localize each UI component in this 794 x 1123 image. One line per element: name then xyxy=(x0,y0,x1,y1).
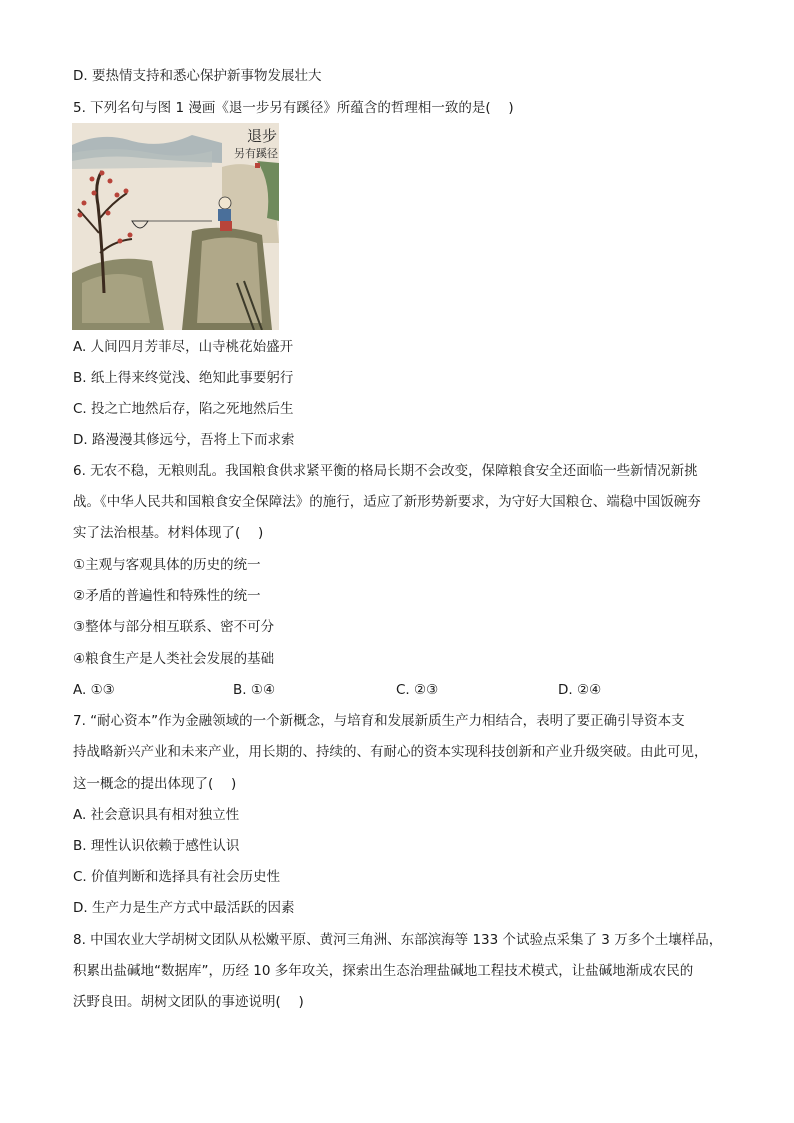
question-6-item-1: ①主观与客观具体的历史的统一 xyxy=(73,557,261,573)
question-5-option-a: A. 人间四月芳菲尽，山寺桃花始盛开 xyxy=(73,339,294,355)
question-7-line-3: 这一概念的提出体现了( ) xyxy=(73,776,237,792)
question-5-stem: 5. 下列名句与图 1 漫画《退一步另有蹊径》所蕴含的哲理相一致的是( ) xyxy=(73,100,514,116)
question-6-item-2: ②矛盾的普遍性和特殊性的统一 xyxy=(73,588,261,604)
seal-stamp-icon xyxy=(255,163,260,168)
question-6-line-1: 6. 无农不稳，无粮则乱。我国粮食供求紧平衡的格局长期不会改变，保障粮食安全还面临一些新情况新挑 xyxy=(73,463,698,479)
question-6-option-a: A. ①③ xyxy=(73,682,115,698)
question-8-line-2: 积累出盐碱地“数据库”，历经 10 多年攻关，探索出生态治理盐碱地工程技术模式，让盐碱地渐成农民的 xyxy=(73,963,694,979)
question-6-option-b: B. ①④ xyxy=(233,682,276,698)
question-6-line-2: 战。《中华人民共和国粮食安全保障法》的施行，适应了新形势新要求，为守好大国粮仓、端稳中国饭碗夯 xyxy=(73,494,701,510)
question-6-option-d: D. ②④ xyxy=(558,682,602,698)
question-7-option-a: A. 社会意识具有相对独立性 xyxy=(73,807,240,823)
question-7-line-2: 持战略新兴产业和未来产业，用长期的、持续的、有耐心的资本实现科技创新和产业升级突破。由此可见， xyxy=(73,744,708,760)
question-8-line-1: 8. 中国农业大学胡树文团队从松嫩平原、黄河三角洲、东部滨海等 133 个试验点采集了 3 万多个土壤样品， xyxy=(73,932,723,948)
question-5-option-d: D. 路漫漫其修远兮，吾将上下而求索 xyxy=(73,432,295,448)
question-6-item-3: ③整体与部分相互联系、密不可分 xyxy=(73,619,275,635)
question-6-line-3: 实了法治根基。材料体现了( ) xyxy=(73,525,264,541)
question-7-option-c: C. 价值判断和选择具有社会历史性 xyxy=(73,869,281,885)
question-5-option-c: C. 投之亡地然后存，陷之死地然后生 xyxy=(73,401,294,417)
figure-caption-line1: 退步 xyxy=(247,127,278,145)
cartoon-figure xyxy=(72,123,279,330)
question-8-line-3: 沃野良田。胡树文团队的事迹说明( ) xyxy=(73,994,304,1010)
question-5-option-b: B. 纸上得来终觉浅、绝知此事要躬行 xyxy=(73,370,294,386)
question-6-option-c: C. ②③ xyxy=(396,682,439,698)
question-7-option-d: D. 生产力是生产方式中最活跃的因素 xyxy=(73,900,295,916)
question-7-line-1: 7. “耐心资本”作为金融领域的一个新概念，与培育和发展新质生产力相结合，表明了要正确引导资本支 xyxy=(73,713,685,729)
question-6-item-4: ④粮食生产是人类社会发展的基础 xyxy=(73,651,275,667)
question-7-option-b: B. 理性认识依赖于感性认识 xyxy=(73,838,240,854)
question-4-option-d: D. 要热情支持和悉心保护新事物发展壮大 xyxy=(73,68,322,84)
figure-caption-line2: 另有蹊径 xyxy=(234,147,278,160)
